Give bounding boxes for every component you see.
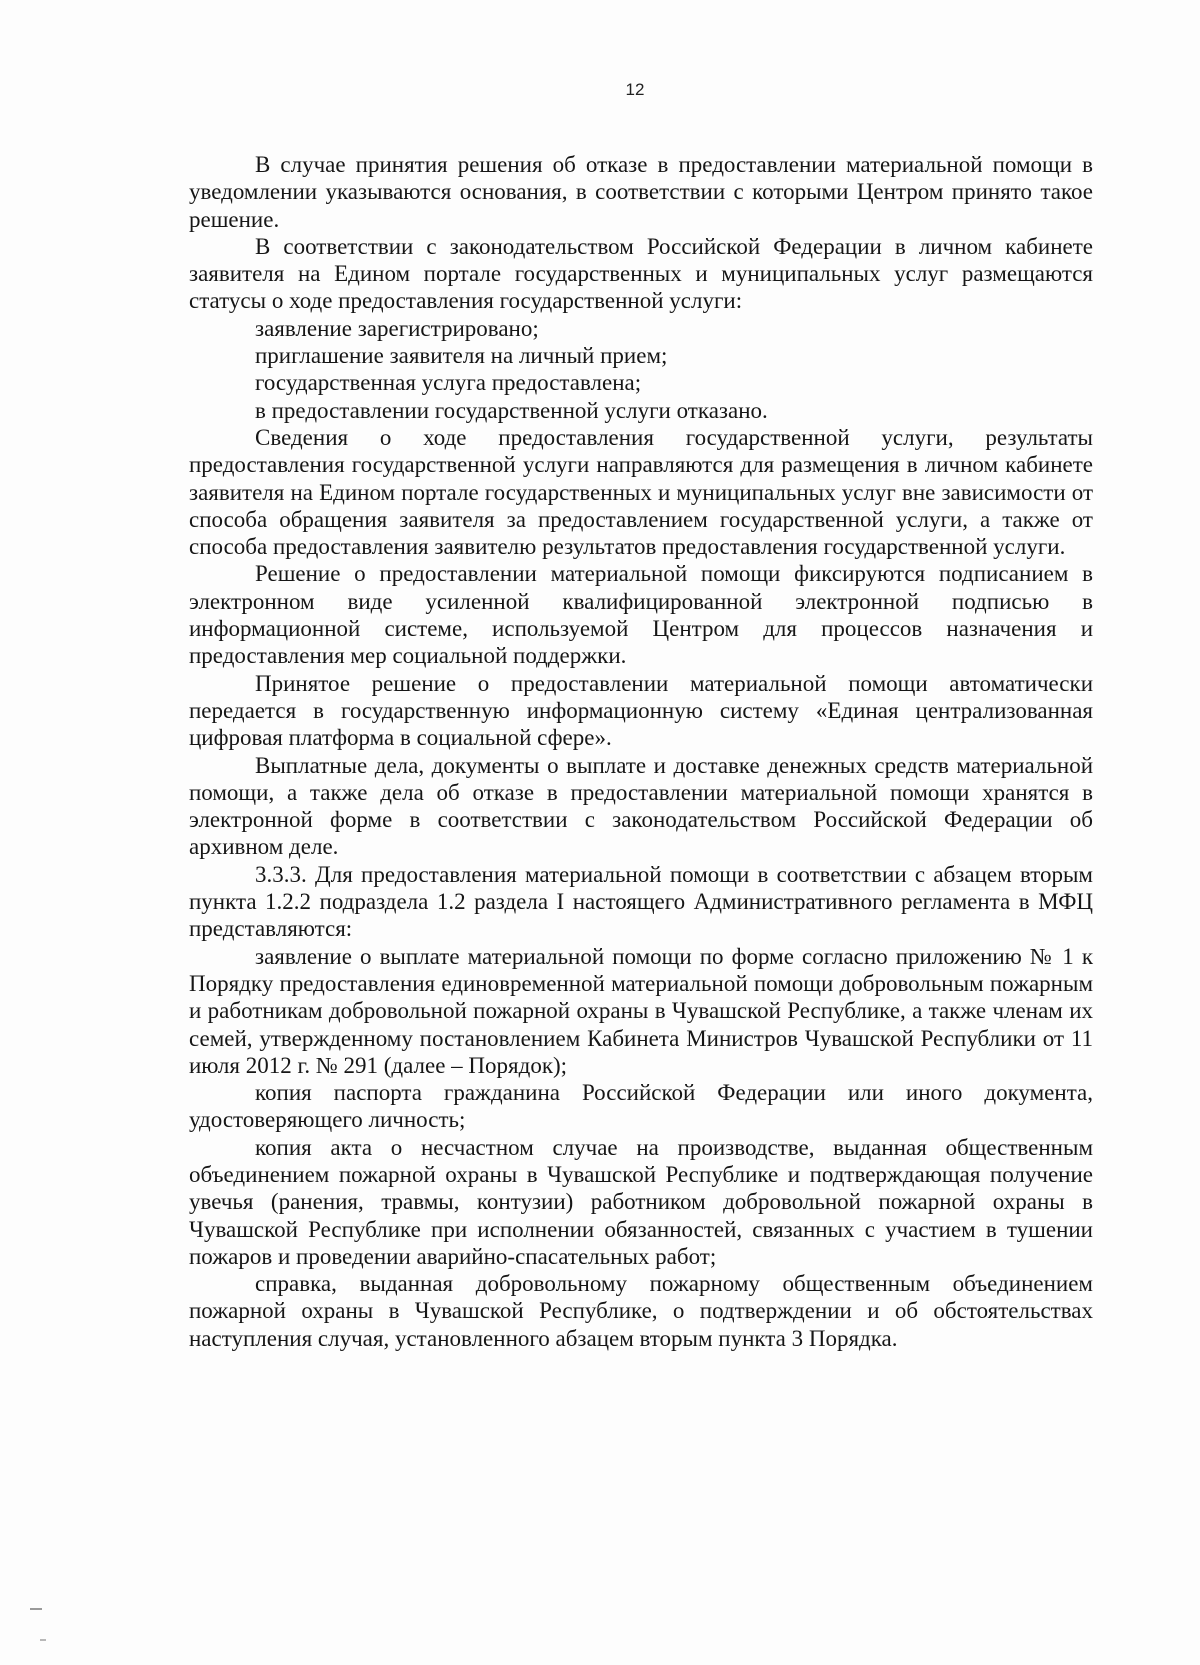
list-item-status-invitation: приглашение заявителя на личный прием;: [255, 343, 668, 369]
paragraph-payment-files: Выплатные дела, документы о выплате и доставке денежных средств материальной помощи, а также дела об отказе в предоставлении материальной помощи хранятся в электронной форме в соответствии с законодательством Российской Федерации об архивном деле.: [189, 752, 1093, 860]
list-item-status-refused: в предоставлении государственной услуги отказано.: [255, 397, 768, 423]
paragraph-progress-info: Сведения о ходе предоставления государственной услуги, результаты предоставления государственной услуги направляются для размещения в личном кабинете заявителя на Едином портале государственных и муниципальных услуг вне зависимости от способа обращения заявителя за предоставлением государственной услуги, а также от способа предоставления заявителю результатов предоставления государственной услуги.: [189, 424, 1093, 560]
paragraph-section-3-3-3: 3.3.3. Для предоставления материальной помощи в соответствии с абзацем вторым пункта 1.2.2 подраздела 1.2 раздела I настоящего Административного регламента в МФЦ представляются:: [189, 861, 1093, 942]
paragraph-refusal-notice: В случае принятия решения об отказе в предоставлении материальной помощи в уведомлении указываются основания, в соответствии с которыми Центром принято такое решение.: [189, 152, 1093, 232]
paragraph-electronic-signature: Решение о предоставлении материальной помощи фиксируются подписанием в электронном виде усиленной квалифицированной электронной подписью в информационной системе, используемой Центром для процессов назначения и предоставления мер социальной поддержки.: [189, 561, 1093, 669]
paragraph-decision-transfer: Принятое решение о предоставлении материальной помощи автоматически передается в государственную информационную систему «Единая централизованная цифровая платформа в социальной сфере».: [189, 670, 1093, 751]
list-item-status-registered: заявление зарегистрировано;: [255, 315, 539, 341]
scan-artifact-tick: [40, 1639, 46, 1641]
list-item-status-provided: государственная услуга предоставлена;: [255, 370, 642, 396]
list-item-accident-act-copy: копия акта о несчастном случае на производстве, выданная общественным объединением пожарной охраны в Чувашской Республике и подтверждающая получение увечья (ранения, травмы, контузии) работником добровольной пожарной охраны в Чувашской Республике при исполнении обязанностей, связанных с участием в тушении пожаров и проведении аварийно-спасательных работ;: [189, 1134, 1093, 1269]
document-body: [189, 151, 1093, 1352]
list-item-passport-copy: копия паспорта гражданина Российской Федерации или иного документа, удостоверяющего личность;: [189, 1080, 1093, 1133]
paragraph-portal-statuses: В соответствии с законодательством Российской Федерации в личном кабинете заявителя на Едином портале государственных и муниципальных услуг размещаются статусы о ходе предоставления государственной услуги:: [189, 233, 1093, 314]
page-number: 12: [625, 80, 645, 99]
list-item-certificate: справка, выданная добровольному пожарному общественным объединением пожарной охраны в Чувашской Республике, о подтверждении и об обстоятельствах наступления случая, установленного абзацем вторым пункта 3 Порядка.: [189, 1271, 1093, 1351]
list-item-application: заявление о выплате материальной помощи по форме согласно приложению № 1 к Порядку предоставления единовременной материальной помощи добровольным пожарным и работникам добровольной пожарной охраны в Чувашской Республике, а также членам их семей, утвержденному постановлением Кабинета Министров Чувашской Республики от 11 июля 2012 г. № 291 (далее – Порядок);: [189, 943, 1093, 1078]
scan-artifact-mark: [30, 1608, 42, 1610]
